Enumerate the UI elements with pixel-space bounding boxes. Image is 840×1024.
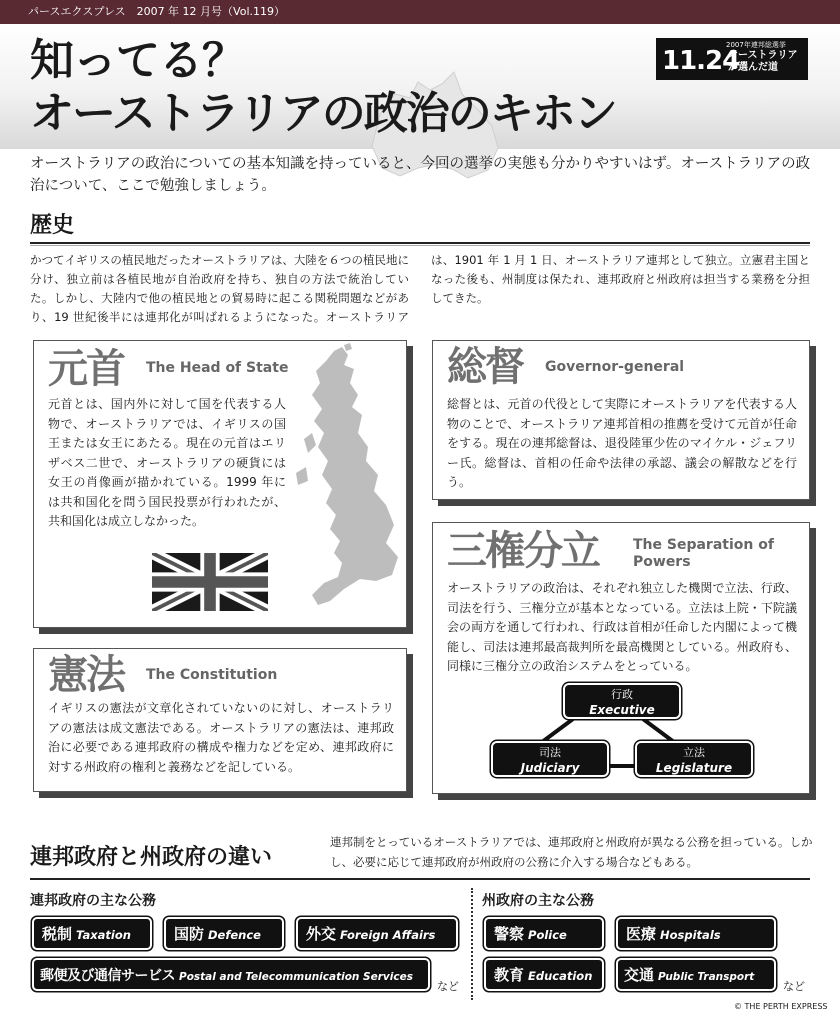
column-divider [471,888,473,1000]
duty-hospitals-jp: 医療 [626,925,657,943]
badge-caption: 2007年連邦総選挙 [726,41,786,49]
federal-etc: など [437,980,459,993]
duty-hospitals-en: Hospitals [660,928,721,942]
legislature-en: Legislature [655,761,733,775]
uk-map-silhouette [282,343,404,623]
duty-postal [32,958,430,991]
head-of-state-kanji: 元首 [48,346,124,392]
duty-hospitals [616,917,776,950]
judiciary-jp: 司法 [539,746,561,759]
duty-police [484,917,604,950]
separation-kanji: 三権分立 [447,528,599,574]
separation-body: オーストラリアの政治は、それぞれ独立した機関で立法、行政、司法を行う、三権分立が基本となっている。立法は上院・下院議会の両方を通して行われ、行政は首相が任命した内閣によって機能し、司法は連邦最高裁判所を最高機関としている。州政府も、同様に三権分立の政治システムをとっている。 [447,581,797,673]
main-title-line2: オーストラリアの政治のキホン [30,88,616,139]
constitution-kanji: 憲法 [48,652,124,698]
governor-body: 総督とは、元首の代役として実際にオーストラリアを代表する人物のことで、オーストラリア連邦首相の推薦を受けて元首が任命をする。現在の連邦総督は、退役陸軍少佐のマイケル・ジェフリー氏。総督は、首相の任命や法律の承認、議会の解散などを行う。 [447,397,797,489]
governor-panel [432,340,810,500]
duty-defence [164,917,284,950]
duty-public-transport-en: Public Transport [658,971,755,983]
state-duties-label: 州政府の主な公務 [482,893,594,909]
history-rule-thin [30,245,810,246]
duty-foreign-affairs-en: Foreign Affairs [340,928,436,942]
main-title-line1: 知ってる？ [30,35,245,86]
union-jack-flag [152,553,268,611]
duty-foreign-affairs [296,917,458,950]
duty-postal-jp: 郵便及び通信サービス [40,968,175,984]
duty-postal-en: Postal and Telecommunication Services [179,971,413,983]
legislature-node [635,741,753,777]
separation-english: The Separation of Powers [633,537,774,570]
head-of-state-body: 元首とは、国内外に対して国を代表する人物で、オーストラリアでは、イギリスの国王または女王にあたる。現在の元首はエリザベス二世で、オーストラリアの硬貨には女王の肖像画が描かれている。1999 年には共和国化を問う国民投票が行われたが、共和国化は成立しなかった。 [48,397,286,528]
constitution-english: The Constitution [146,667,278,683]
election-badge [656,38,808,80]
legislature-jp: 立法 [683,746,705,759]
duty-education-en: Education [528,969,593,983]
badge-date: 11.24 [662,46,740,76]
duty-taxation-en: Taxation [76,928,131,942]
history-heading: 歴史 [30,213,75,238]
federal-state-rule [30,878,810,880]
powers-connectors [433,523,811,795]
judiciary-en: Judiciary [520,761,580,775]
duty-police-en: Police [528,928,567,942]
duty-education-jp: 教育 [494,966,525,984]
federal-state-title: 連邦政府と州政府の違い [30,845,273,870]
issue-line: パースエクスプレス 2007 年 12 月号（Vol.119） [28,5,285,18]
issue-header-bar [0,0,840,24]
duty-public-transport [616,958,776,991]
judiciary-node [491,741,609,777]
duty-foreign-affairs-jp: 外交 [306,925,337,943]
constitution-body: イギリスの憲法が文章化されていないのに対し、オーストラリアの憲法は成文憲法である。オーストラリアの憲法は、連邦政治に必要である連邦政府の構成や権力などを定め、連邦政府に対する州政府の権利と義務などを記している。 [48,701,394,774]
federal-state-description: 連邦制をとっているオーストラリアでは、連邦政府と州政府が異なる公務を担っている。しかし、必要に応じて連邦政府が州政府の公務に介入する場合などもある。 [330,835,813,869]
duty-education [484,958,604,991]
duty-defence-jp: 国防 [174,925,205,943]
duty-police-jp: 警察 [494,925,525,943]
head-of-state-panel [33,340,407,628]
separation-panel [432,522,810,794]
copyright-credit: © THE PERTH EXPRESS [734,1002,828,1011]
state-etc: など [783,980,805,993]
governor-kanji: 総督 [447,344,523,390]
constitution-panel [33,648,407,792]
executive-en: Executive [589,703,655,717]
duty-public-transport-jp: 交通 [624,966,655,984]
executive-jp: 行政 [611,688,633,701]
federal-duties-label: 連邦政府の主な公務 [30,893,156,909]
duty-taxation-jp: 税制 [42,925,73,943]
badge-text: オーストラリアが選んだ道 [728,50,798,73]
executive-node [563,683,681,719]
governor-english: Governor-general [545,359,685,375]
lead-paragraph: オーストラリアの政治についての基本知識を持っていると、今回の選挙の実態も分かりやすいはず。オーストラリアの政治について、ここで勉強しましょう。 [30,156,811,194]
history-rule [30,242,810,244]
duty-defence-en: Defence [208,928,261,942]
head-of-state-english: The Head of State [146,360,289,376]
duty-taxation [32,917,152,950]
history-body: かつてイギリスの植民地だったオーストラリアは、大陸を６つの植民地に分け、独立前は各植民地が自治政府を持ち、独自の方法で統治していた。しかし、大陸内で他の植民地との貿易時に起こる関税問題などがあり、19 世紀後半には連邦化が叫ばれるようになった。オーストラリアは、1901 年 1 月 1 日、オーストラリア連邦として独立。立憲君主国となった後も、州制度は保たれ、連邦政府と州政府は担当する業務を分担してきた。 [30,253,810,324]
